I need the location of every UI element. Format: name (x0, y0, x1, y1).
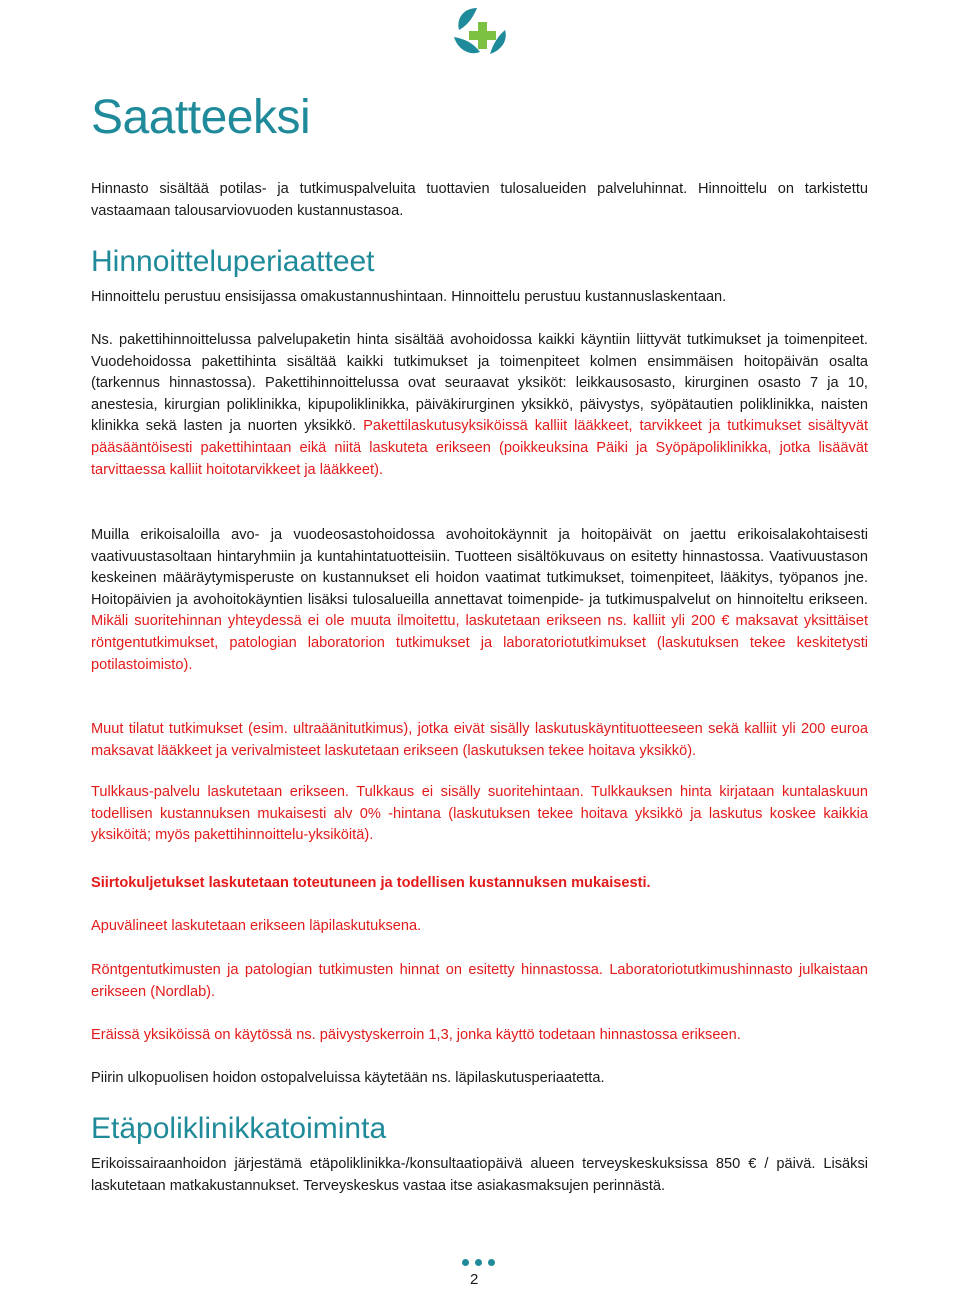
package-pricing-paragraph (91, 330, 868, 481)
remote-clinic-paragraph: Erikoissairaanhoidon järjestämä etäpoliklinikka-/konsultaatiopäivä alueen terveyskeskuksissa 850 € / päivä. Lisäksi laskutetaan matkakustannukset. Terveyskeskus vastaa itse asiakasmaksujen perinnästä. (91, 1156, 868, 1194)
package-billing-note: Pakettilaskutusyksiköissä kalliit lääkkeet, tarvikkeet ja tutkimukset sisältyvät pääsääntöisesti pakettihintaan eikä niitä laskuteta erikseen (poikkeuksina Päiki ja Syöpäpoliklinikka, jotka lisäävät tarvittaessa kalliit hoitotarvikkeet ja lääkkeet). (91, 418, 869, 478)
cross-leaf-logo (450, 4, 510, 62)
dot (488, 1259, 495, 1266)
dot (462, 1259, 469, 1266)
page-number: 2 (470, 1271, 479, 1288)
radiology-paragraph: Röntgentutkimusten ja patologian tutkimusten hinnat on esitetty hinnastossa. Laboratoriotutkimushinnasto julkaistaan erikseen (Nordlab). (91, 962, 868, 1000)
page-dots-decoration (462, 1259, 502, 1267)
interpreter-paragraph: Tulkkaus-palvelu laskutetaan erikseen. Tulkkaus ei sisälly suoritehintaan. Tulkkauksen hinta kirjataan kuntalaskuun todellisen kustannuksen mukaisesti alv 0% -hintana (laskutuksen tekee hoitava yksikkö ja laskutus koskee kaikkia yksiköitä; myös pakettihinnoittelu-yksiköitä). (91, 784, 868, 844)
emergency-coefficient-paragraph: Eräissä yksiköissä on käytössä ns. päivystyskerroin 1,3, jonka käyttö todetaan hinnastossa erikseen. (91, 1027, 741, 1043)
section-heading-pricing: Hinnoitteluperiaatteet (91, 245, 375, 278)
package-pricing-text: Ns. pakettihinnoittelussa palvelupaketin hinta sisältää avohoidossa kaikki käyntiin liittyvät tutkimukset ja toimenpiteet. Vuodehoidossa pakettihinta sisältää kaikki tutkimukset ja toimenpiteet kolmen ensimmäisen hoitopäivän osalta (tarkennus hinnastossa). Pakettihinnoittelussa ovat seuraavat yksiköt: leikkausosasto, kirurginen osasto 7 ja 10, anestesia, kirurgian poliklinikka, kipupoliklinikka, päiväkirurginen yksikkö, päivystys, syöpätautien poliklinikka, naisten klinikka sekä lasten ja nuorten yksikkö. (91, 332, 868, 435)
separate-billing-note: Mikäli suoritehinnan yhteydessä ei ole muuta ilmoitettu, laskutetaan erikseen ns. kalliit yli 200 € maksavat yksittäiset röntgentutkimukset, patologian laboratorion tutkimukset ja laboratoriotutkimukset (laskutuksen tekee keskitetysti potilastoimisto). (91, 613, 868, 673)
transfer-paragraph: Siirtokuljetukset laskutetaan toteutuneen ja todellisen kustannuksen mukaisesti. (91, 875, 651, 891)
page-title: Saatteeksi (91, 91, 311, 144)
other-tests-paragraph: Muut tilatut tutkimukset (esim. ultraäänitutkimus), jotka eivät sisälly laskutuskäyntituotteeseen sekä kalliit yli 200 euroa maksavat lääkkeet ja verivalmisteet laskutetaan erikseen (laskutuksen tekee hoitava yksikkö). (91, 721, 868, 759)
section-heading-remote-clinic: Etäpoliklinikkatoiminta (91, 1112, 387, 1145)
pricing-basis-paragraph: Hinnoittelu perustuu ensisijassa omakustannushintaan. Hinnoittelu perustuu kustannuslaskentaan. (91, 289, 727, 305)
outside-care-paragraph: Piirin ulkopuolisen hoidon ostopalveluissa käytetään ns. läpilaskutusperiaatetta. (91, 1070, 605, 1086)
other-specialties-paragraph (91, 525, 868, 676)
other-specialties-text: Muilla erikoisaloilla avo- ja vuodeosastohoidossa avohoitokäynnit ja hoitopäivät on jaettu erikoisalakohtaisesti vaativuustasoltaan hintaryhmiin ja kuntahintatuotteisiin. Tuotteen sisältökuvaus on esitetty hinnastossa. Vaativuustason keskeinen määräytymisperuste on kustannukset eli hoidon vaatimat tutkimukset, toimenpiteet, lääkitys, työpanos jne. Hoitopäivien ja avohoitokäyntien lisäksi tulosalueilla annettavat toimenpide- ja tutkimuspalvelut on hinnoiteltu erikseen. (91, 527, 868, 608)
dot (475, 1259, 482, 1266)
aids-paragraph: Apuvälineet laskutetaan erikseen läpilaskutuksena. (91, 918, 422, 934)
intro-paragraph: Hinnasto sisältää potilas- ja tutkimuspalveluita tuottavien tulosalueiden palveluhinnat. Hinnoittelu on tarkistettu vastaamaan talousarviovuoden kustannustasoa. (91, 181, 868, 219)
